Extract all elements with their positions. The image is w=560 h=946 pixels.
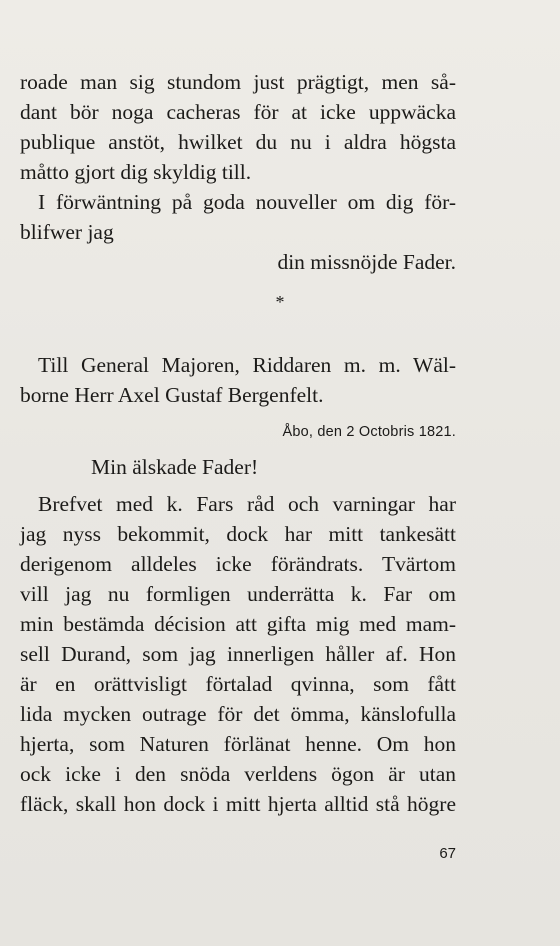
- text-line: publique anstöt, hwilket du nu i aldra högsta: [20, 130, 456, 154]
- text-line: vill jag nu formligen underrätta k. Far om: [20, 582, 456, 606]
- text-line: derigenom alldeles icke förändrats. Tvärtom: [20, 552, 456, 576]
- section-separator: *: [275, 292, 285, 312]
- text-line: ock icke i den snöda verldens ögon är utan: [20, 762, 456, 786]
- letter-salutation: Min älskade Fader!: [91, 455, 259, 479]
- text-line: dant bör noga cacheras för at icke uppwäcka: [20, 100, 456, 124]
- text-line: fläck, skall hon dock i mitt hjerta alltid stå högre: [20, 792, 456, 816]
- letter-signature: din missnöjde Fader.: [277, 250, 456, 274]
- text-line: är en orättvisligt förtalad qvinna, som fått: [20, 672, 456, 696]
- letter-dateline: Åbo, den 2 Octobris 1821.: [282, 424, 456, 440]
- text-line: hjerta, som Naturen förlänat henne. Om hon: [20, 732, 456, 756]
- text-line: min bestämda décision att gifta mig med mam-: [20, 612, 456, 636]
- address-line: borne Herr Axel Gustaf Bergenfelt.: [20, 383, 324, 407]
- text-line: sell Durand, som jag innerligen håller af. Hon: [20, 642, 456, 666]
- text-line: Brefvet med k. Fars råd och varningar har: [38, 492, 456, 516]
- page-number: 67: [439, 845, 456, 862]
- text-line: lida mycken outrage för det ömma, känslofulla: [20, 702, 456, 726]
- text-line: jag nyss bekommit, dock har mitt tankesätt: [20, 522, 456, 546]
- address-line: Till General Majoren, Riddaren m. m. Wäl-: [38, 353, 456, 377]
- text-line: måtto gjort dig skyldig till.: [20, 160, 252, 184]
- text-line: roade man sig stundom just prägtigt, men så-: [20, 70, 456, 94]
- text-line: blifwer jag: [20, 220, 114, 244]
- text-line: I förwäntning på goda nouveller om dig för-: [38, 190, 456, 214]
